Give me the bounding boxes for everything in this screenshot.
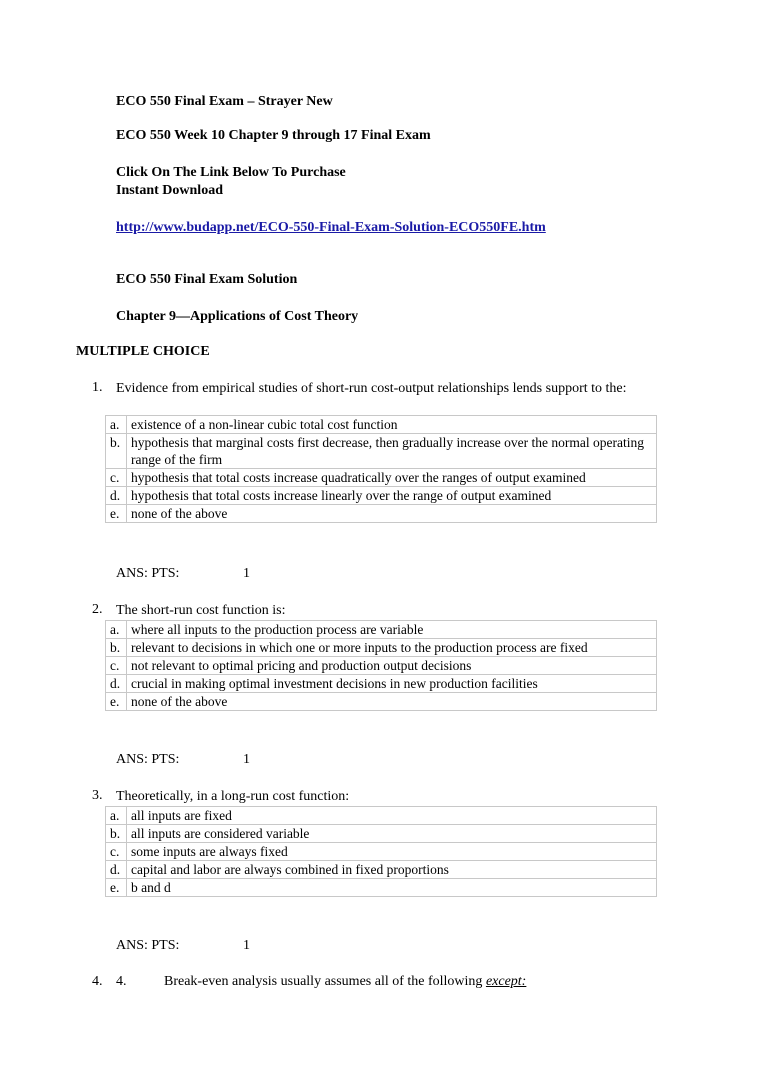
option-row[interactable] <box>106 861 657 879</box>
option-row[interactable] <box>106 487 657 505</box>
option-letter: d. <box>106 675 127 693</box>
question-stem: Theoretically, in a long-run cost function: <box>116 789 350 804</box>
option-letter: b. <box>106 825 127 843</box>
question-inner-number: 4. <box>116 974 127 989</box>
option-row[interactable] <box>106 621 657 639</box>
question-stem: The short-run cost function is: <box>116 603 286 618</box>
option-letter: d. <box>106 487 127 505</box>
section-heading: MULTIPLE CHOICE <box>76 344 210 359</box>
option-row[interactable] <box>106 825 657 843</box>
options-table <box>105 806 657 897</box>
option-row[interactable] <box>106 639 657 657</box>
option-letter: b. <box>106 434 127 469</box>
option-row[interactable] <box>106 505 657 523</box>
option-row[interactable] <box>106 675 657 693</box>
option-text: hypothesis that total costs increase quadratically over the ranges of output examined <box>127 469 657 487</box>
points-value: 1 <box>243 938 250 953</box>
question-stem: Evidence from empirical studies of short-run cost-output relationships lends support to the: <box>116 381 627 396</box>
option-text: all inputs are fixed <box>127 807 657 825</box>
option-text: none of the above <box>127 693 657 711</box>
option-text: where all inputs to the production process are variable <box>127 621 657 639</box>
option-letter: e. <box>106 879 127 897</box>
option-letter: c. <box>106 843 127 861</box>
question-number: 3. <box>92 788 103 803</box>
points-value: 1 <box>243 566 250 581</box>
options-table <box>105 415 657 523</box>
points-value: 1 <box>243 752 250 767</box>
option-letter: b. <box>106 639 127 657</box>
option-text: hypothesis that marginal costs first decrease, then gradually increase over the normal operating range of the firm <box>127 434 657 469</box>
option-text: hypothesis that total costs increase linearly over the range of output examined <box>127 487 657 505</box>
purchase-line-2: Instant Download <box>116 183 223 198</box>
option-letter: c. <box>106 469 127 487</box>
option-row[interactable] <box>106 469 657 487</box>
chapter-title: Chapter 9—Applications of Cost Theory <box>116 309 359 324</box>
option-letter: d. <box>106 861 127 879</box>
option-letter: e. <box>106 693 127 711</box>
purchase-link[interactable]: http://www.budapp.net/ECO-550-Final-Exam-Solution-ECO550FE.htm <box>116 220 546 235</box>
question-number: 2. <box>92 602 103 617</box>
option-row[interactable] <box>106 693 657 711</box>
question-number: 1. <box>92 380 103 395</box>
option-letter: a. <box>106 621 127 639</box>
option-text: not relevant to optimal pricing and production output decisions <box>127 657 657 675</box>
option-text: all inputs are considered variable <box>127 825 657 843</box>
option-row[interactable] <box>106 807 657 825</box>
option-row[interactable] <box>106 879 657 897</box>
option-text: crucial in making optimal investment decisions in new production facilities <box>127 675 657 693</box>
option-text: b and d <box>127 879 657 897</box>
option-letter: c. <box>106 657 127 675</box>
option-text: none of the above <box>127 505 657 523</box>
question-emphasis: except: <box>485 974 527 989</box>
question-stem <box>164 974 526 990</box>
option-letter: a. <box>106 416 127 434</box>
option-text: existence of a non-linear cubic total cost function <box>127 416 657 434</box>
purchase-line-1: Click On The Link Below To Purchase <box>116 165 346 180</box>
question-stem-text: Break-even analysis usually assumes all of the following <box>164 974 483 989</box>
option-row[interactable] <box>106 657 657 675</box>
option-text: relevant to decisions in which one or more inputs to the production process are fixed <box>127 639 657 657</box>
options-table <box>105 620 657 711</box>
question-number: 4. <box>92 974 103 989</box>
option-letter: a. <box>106 807 127 825</box>
option-row[interactable] <box>106 843 657 861</box>
answer-label: ANS: PTS: <box>116 938 180 953</box>
answer-label: ANS: PTS: <box>116 566 180 581</box>
option-letter: e. <box>106 505 127 523</box>
option-row[interactable] <box>106 416 657 434</box>
solution-title: ECO 550 Final Exam Solution <box>116 272 298 287</box>
answer-label: ANS: PTS: <box>116 752 180 767</box>
option-text: capital and labor are always combined in fixed proportions <box>127 861 657 879</box>
header-subtitle: ECO 550 Week 10 Chapter 9 through 17 Final Exam <box>116 128 431 143</box>
header-title: ECO 550 Final Exam – Strayer New <box>116 94 333 109</box>
option-text: some inputs are always fixed <box>127 843 657 861</box>
option-row[interactable] <box>106 434 657 469</box>
